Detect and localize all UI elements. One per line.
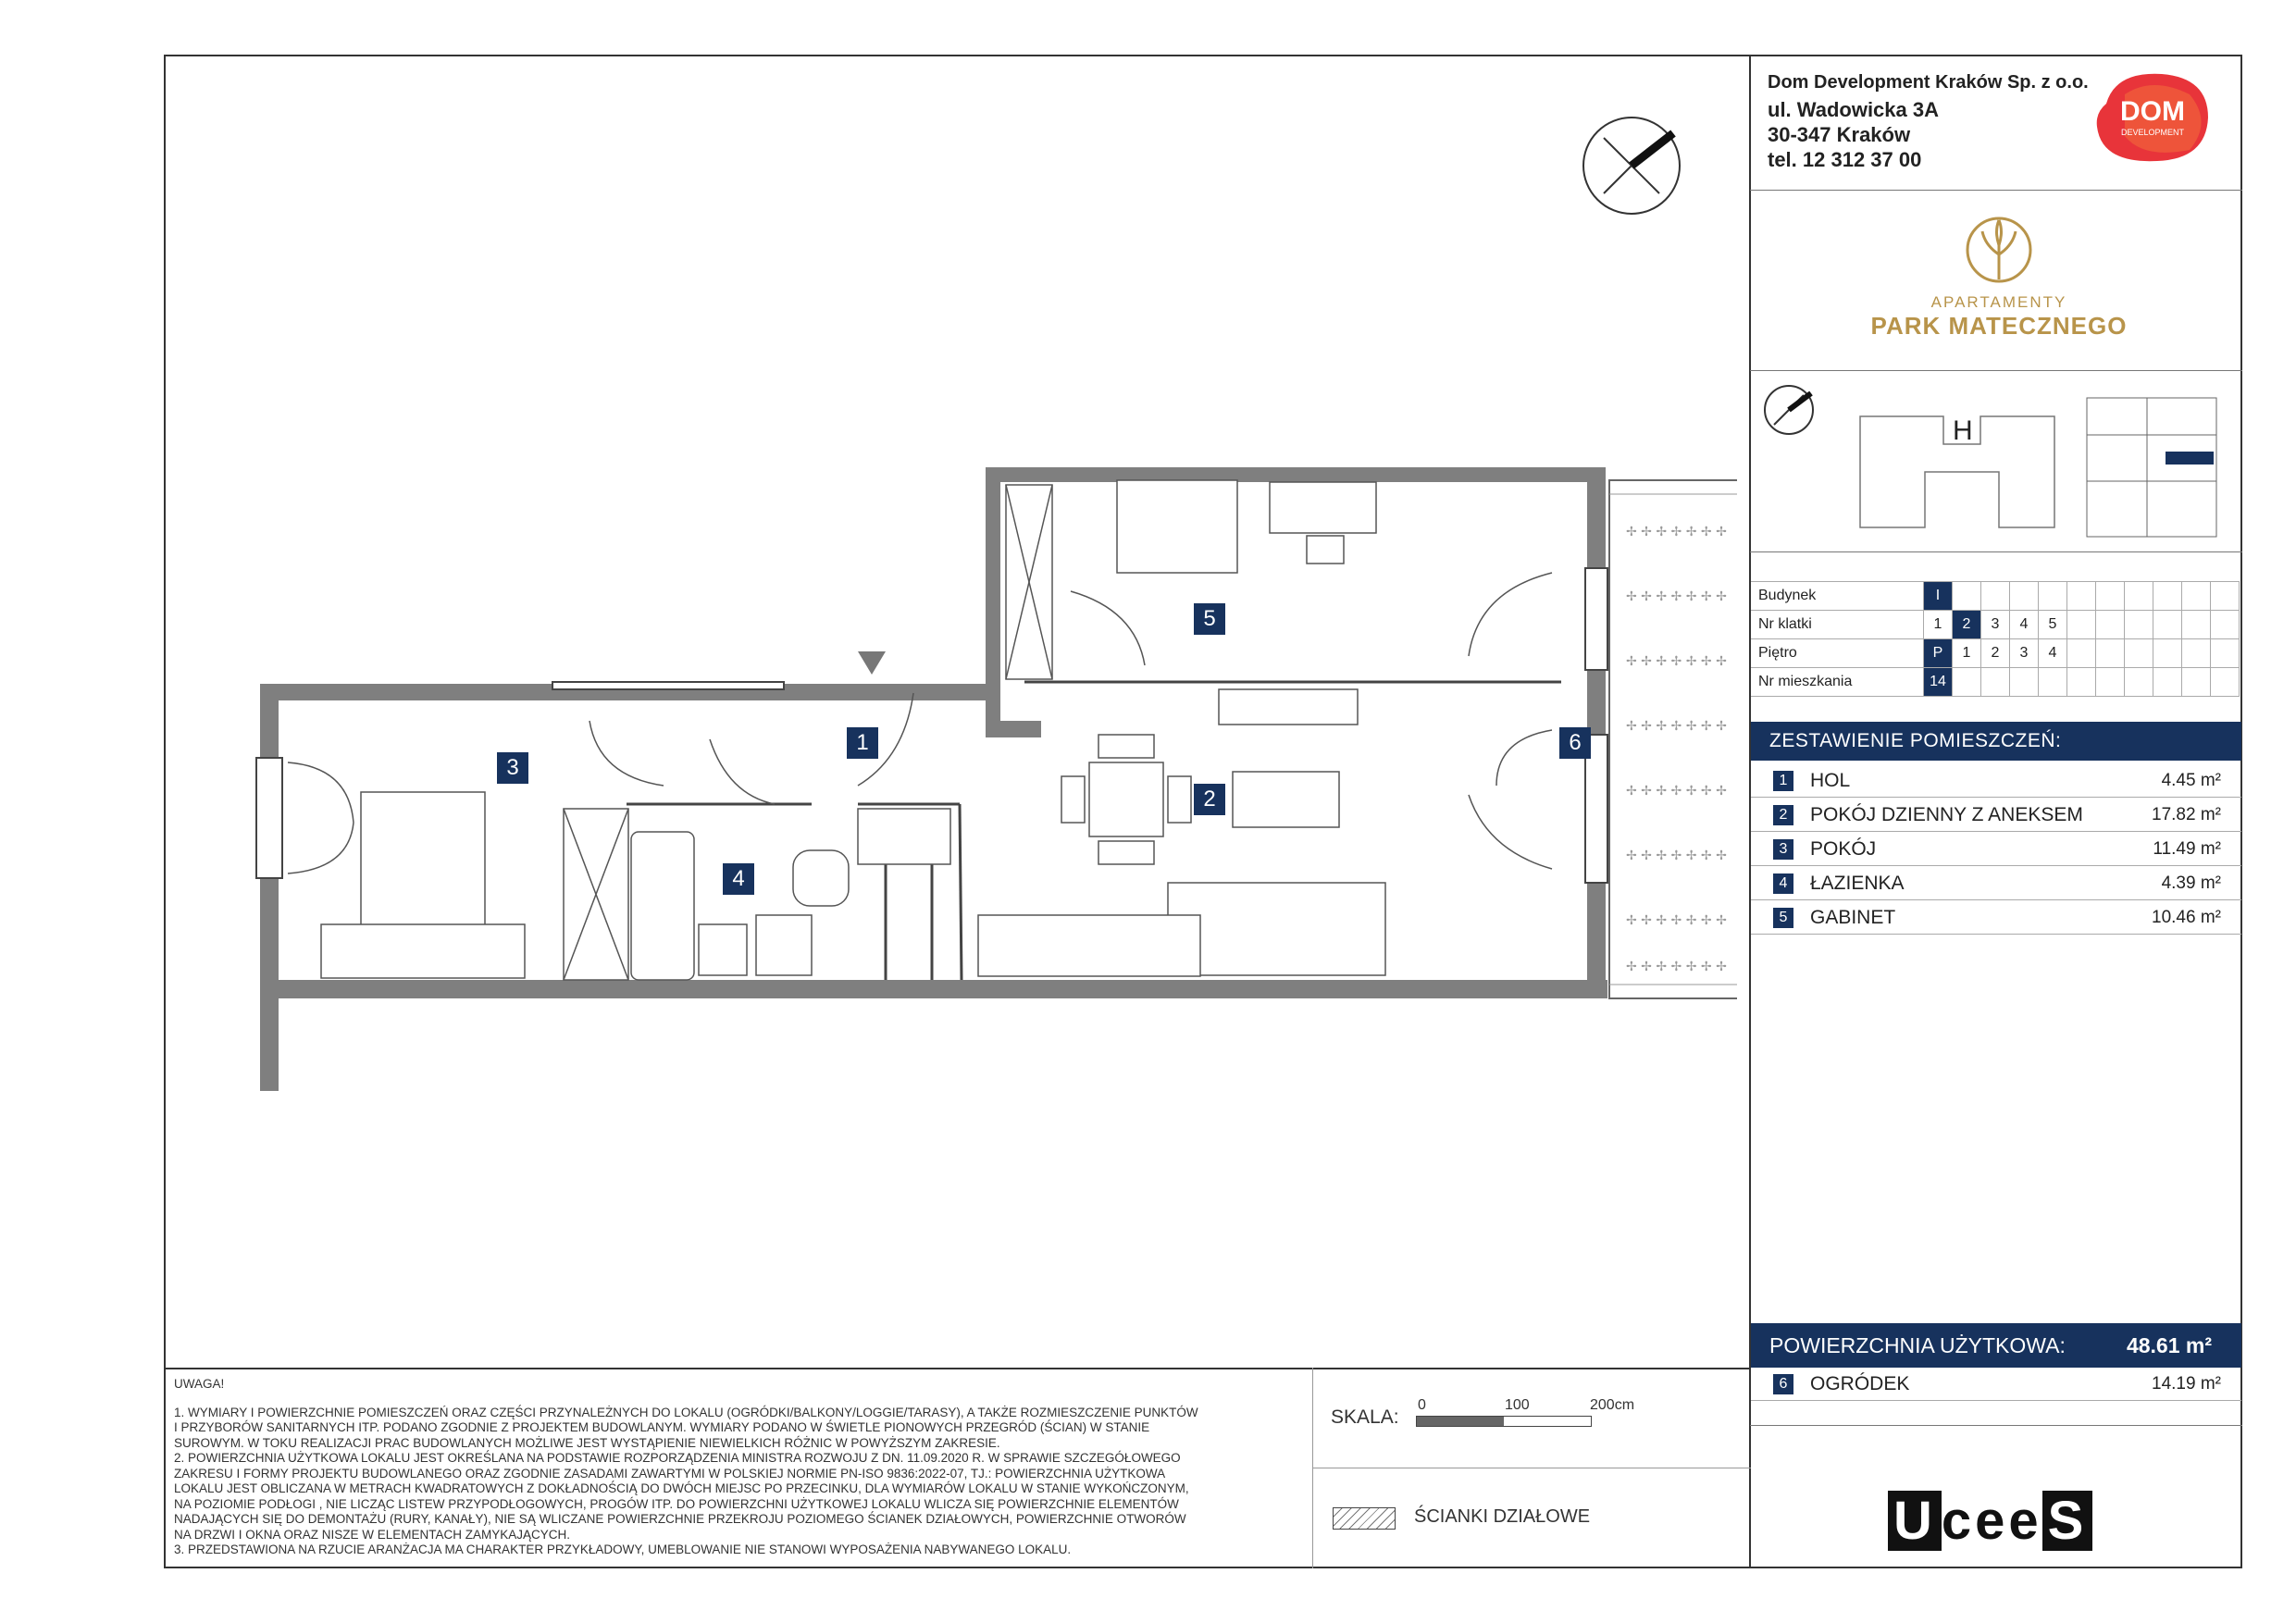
plan-label-3: 3 (497, 752, 528, 784)
scale-tick-200: 200cm (1590, 1397, 1635, 1413)
room-name: POKÓJ (1810, 838, 1877, 860)
tb-line-2 (1750, 370, 2242, 371)
project-logo (1869, 213, 2128, 352)
dom-development-logo (2088, 67, 2217, 168)
info-label-building: Budynek (1751, 582, 1924, 611)
company-address (1768, 97, 2089, 172)
info-cell: 3 (2010, 639, 2039, 668)
info-label-apartment: Nr mieszkania (1751, 668, 1924, 697)
room-row-4 (1751, 867, 2241, 900)
key-plan (1758, 379, 2240, 546)
svg-text:✢ ✢ ✢ ✢ ✢ ✢ ✢: ✢ ✢ ✢ ✢ ✢ ✢ ✢ (1626, 589, 1727, 604)
project-title: PARK MATECZNEGO (1870, 312, 2128, 340)
tb-line-4 (1750, 1425, 2242, 1426)
info-cell: P (1924, 639, 1953, 668)
dom-logo-text: DOM (2120, 96, 2185, 127)
svg-text:✢ ✢ ✢ ✢ ✢ ✢ ✢: ✢ ✢ ✢ ✢ ✢ ✢ ✢ (1626, 960, 1727, 974)
info-row-staircase (1751, 611, 2240, 639)
partition-wall-swatch (1333, 1507, 1396, 1530)
project-subtitle: APARTAMENTY (1930, 293, 2067, 311)
rooms-header: ZESTAWIENIE POMIESZCZEŃ: (1751, 722, 2241, 761)
usable-area-total (1751, 1323, 2241, 1368)
notes-line: I PRZYBORÓW SANITARNYCH ITP. PODANO ZGODNIE Z PROJEKTEM BUDOWLANYM. WYMIARY PODANO W ŚWIETLE PIONOWYCH PRZEGRÓD (ŚCIAN) W STANIE (174, 1420, 1150, 1434)
notes-line: LOKALU JEST OBLICZANA W METRACH KWADRATOWYCH Z DOKŁADNOŚCIĄ DO DWÓCH MIEJSC PO PRZECINKU, DLA WYMIARÓW LOKALU W STANIE WYKOŃCZONYM, (174, 1481, 1189, 1495)
info-cell: 4 (2039, 639, 2067, 668)
room-row-5 (1751, 901, 2241, 935)
info-cell: I (1924, 582, 1953, 611)
plan-label-2: 2 (1194, 784, 1225, 815)
info-cell: 1 (1924, 611, 1953, 639)
info-cell: 2 (1953, 611, 1981, 639)
info-row-floor (1751, 639, 2240, 668)
svg-text:✢ ✢ ✢ ✢ ✢ ✢ ✢: ✢ ✢ ✢ ✢ ✢ ✢ ✢ (1626, 784, 1727, 799)
room-name: ŁAZIENKA (1810, 873, 1905, 894)
room-row-2 (1751, 799, 2241, 832)
room-number: 3 (1773, 839, 1793, 860)
info-cell: 4 (2010, 611, 2039, 639)
notes-block (174, 1377, 1285, 1558)
room-name: HOL (1810, 770, 1851, 791)
notes-line: NA POZIOMIE PODŁOGI , NIE LICZĄC LISTEW PRZYPODŁOGOWYCH, PROGÓW ITP. DO POWIERZCHNI UŻYTKOWEJ LOKALU WLICZA SIĘ POWIERZCHNIE ELEMENTÓW (174, 1496, 1179, 1511)
notes-title: UWAGA! (174, 1377, 225, 1391)
company-info (1768, 72, 2089, 172)
company-city: 30-347 Kraków (1768, 123, 1911, 146)
plan-label-6: 6 (1559, 727, 1591, 759)
unit-info-table (1751, 581, 2240, 697)
tb-line-3 (1750, 551, 2242, 552)
room-area: 11.49 m² (2153, 839, 2221, 859)
info-cell: 3 (1981, 611, 2010, 639)
svg-text:✢ ✢ ✢ ✢ ✢ ✢ ✢: ✢ ✢ ✢ ✢ ✢ ✢ ✢ (1626, 525, 1727, 539)
notes-line: NADAJĄCYCH SIĘ DO DEMONTAŻU (RURY, KANAŁY), NIE SĄ WLICZANE POWIERZCHNIE PRZEKROJU POZIOMEGO ŚCIANEK DZIAŁOWYCH, POWIERZCHNIE OTWORÓW (174, 1512, 1186, 1526)
floor-plan (164, 55, 1737, 1369)
ucees-logo-mid: cee (1941, 1491, 2042, 1551)
room-number: 6 (1773, 1374, 1793, 1394)
ucees-logo (1888, 1490, 2092, 1552)
room-number: 2 (1773, 805, 1793, 825)
tree-emblem-icon (1962, 213, 2036, 287)
notes-line: NA DRZWI I OKNA ORAZ NISZE W ELEMENTACH ZAMYKAJĄCYCH. (174, 1527, 571, 1542)
company-name: Dom Development Kraków Sp. z o.o. (1768, 72, 2089, 93)
extra-row-garden (1751, 1368, 2241, 1401)
notes-line: ZAKRESU I FORMY PROJEKTU BUDOWLANEGO ORAZ ZGODNIE ZASADAMI ZAWARTYMI W POLSKIEJ NORMIE PN-ISO 9836:2022-07, TJ.: POWIERZCHNIA UŻYTKOWA (174, 1466, 1166, 1481)
info-cell: 2 (1981, 639, 2010, 668)
company-phone: tel. 12 312 37 00 (1768, 148, 1922, 171)
room-row-1 (1751, 764, 2241, 798)
info-cell: 14 (1924, 668, 1953, 697)
info-label-floor: Piętro (1751, 639, 1924, 668)
usable-area-value: 48.61 m² (2126, 1333, 2212, 1357)
scale-label: SKALA: (1331, 1406, 1399, 1428)
room-area: 4.45 m² (2161, 771, 2221, 790)
info-label-staircase: Nr klatki (1751, 611, 1924, 639)
room-area: 4.39 m² (2161, 873, 2221, 893)
info-row-building (1751, 582, 2240, 611)
svg-text:✢ ✢ ✢ ✢ ✢ ✢ ✢: ✢ ✢ ✢ ✢ ✢ ✢ ✢ (1626, 654, 1727, 669)
room-row-3 (1751, 833, 2241, 866)
svg-text:✢ ✢ ✢ ✢ ✢ ✢ ✢: ✢ ✢ ✢ ✢ ✢ ✢ ✢ (1626, 849, 1727, 863)
key-plan-building-letter: H (1953, 415, 1973, 446)
room-area: 10.46 m² (2152, 908, 2221, 927)
svg-text:✢ ✢ ✢ ✢ ✢ ✢ ✢: ✢ ✢ ✢ ✢ ✢ ✢ ✢ (1626, 719, 1727, 734)
room-name: POKÓJ DZIENNY Z ANEKSEM (1810, 804, 2083, 825)
ucees-logo-s: S (2042, 1491, 2093, 1551)
room-name: GABINET (1810, 907, 1896, 928)
plan-label-4: 4 (723, 863, 754, 895)
usable-area-label: POWIERZCHNIA UŻYTKOWA: (1769, 1333, 2066, 1357)
info-cell: 1 (1953, 639, 1981, 668)
room-number: 4 (1773, 873, 1793, 894)
room-area: 14.19 m² (2152, 1374, 2221, 1394)
room-area: 17.82 m² (2152, 805, 2221, 824)
plan-label-1: 1 (847, 727, 878, 759)
notes-line: SUROWYM. W TOKU REALIZACJI PRAC BUDOWLANYCH MOŻLIWE JEST WYSTĄPIENIE NIEWIELKICH RÓŻNIC W POWYŻSZYM ZAKRESIE. (174, 1435, 1000, 1450)
info-row-apartment (1751, 668, 2240, 697)
svg-text:✢ ✢ ✢ ✢ ✢ ✢ ✢: ✢ ✢ ✢ ✢ ✢ ✢ ✢ (1626, 913, 1727, 928)
legend-label: ŚCIANKI DZIAŁOWE (1414, 1506, 1591, 1527)
info-cell: 5 (2039, 611, 2067, 639)
room-name: OGRÓDEK (1810, 1373, 1910, 1394)
room-number: 5 (1773, 908, 1793, 928)
room-number: 1 (1773, 771, 1793, 791)
dom-logo-sub: DEVELOPMENT (2120, 128, 2185, 137)
notes-line: 3. PRZEDSTAWIONA NA RZUCIE ARANŻACJA MA CHARAKTER PRZYKŁADOWY, UMEBLOWANIE NIE STANOWI WYPOSAŻENIA NABYWANEGO LOKALU. (174, 1542, 1072, 1556)
notes-line: 2. POWIERZCHNIA UŻYTKOWA LOKALU JEST OKREŚLANA NA PODSTAWIE ROZPORZĄDZENIA MINISTRA ROZWOJU Z DN. 11.09.2020 R. W SPRAWIE SZCZEGÓŁOWEGO (174, 1451, 1181, 1465)
scale-bar (1416, 1416, 1592, 1427)
tb-line-1 (1750, 190, 2242, 191)
ucees-logo-u: U (1888, 1491, 1942, 1551)
company-street: ul. Wadowicka 3A (1768, 98, 1940, 121)
scale-tick-0: 0 (1418, 1397, 1426, 1413)
plan-label-5: 5 (1194, 603, 1225, 635)
scale-tick-100: 100 (1505, 1397, 1530, 1413)
notes-line: 1. WYMIARY I POWIERZCHNIE POMIESZCZEŃ ORAZ CZĘŚCI PRZYNALEŻNYCH DO LOKALU (OGRÓDKI/BALKONY/LOGGIE/TARASY), A TAKŻE ROZMIESZCZENIE PUNKTÓW (174, 1405, 1198, 1419)
